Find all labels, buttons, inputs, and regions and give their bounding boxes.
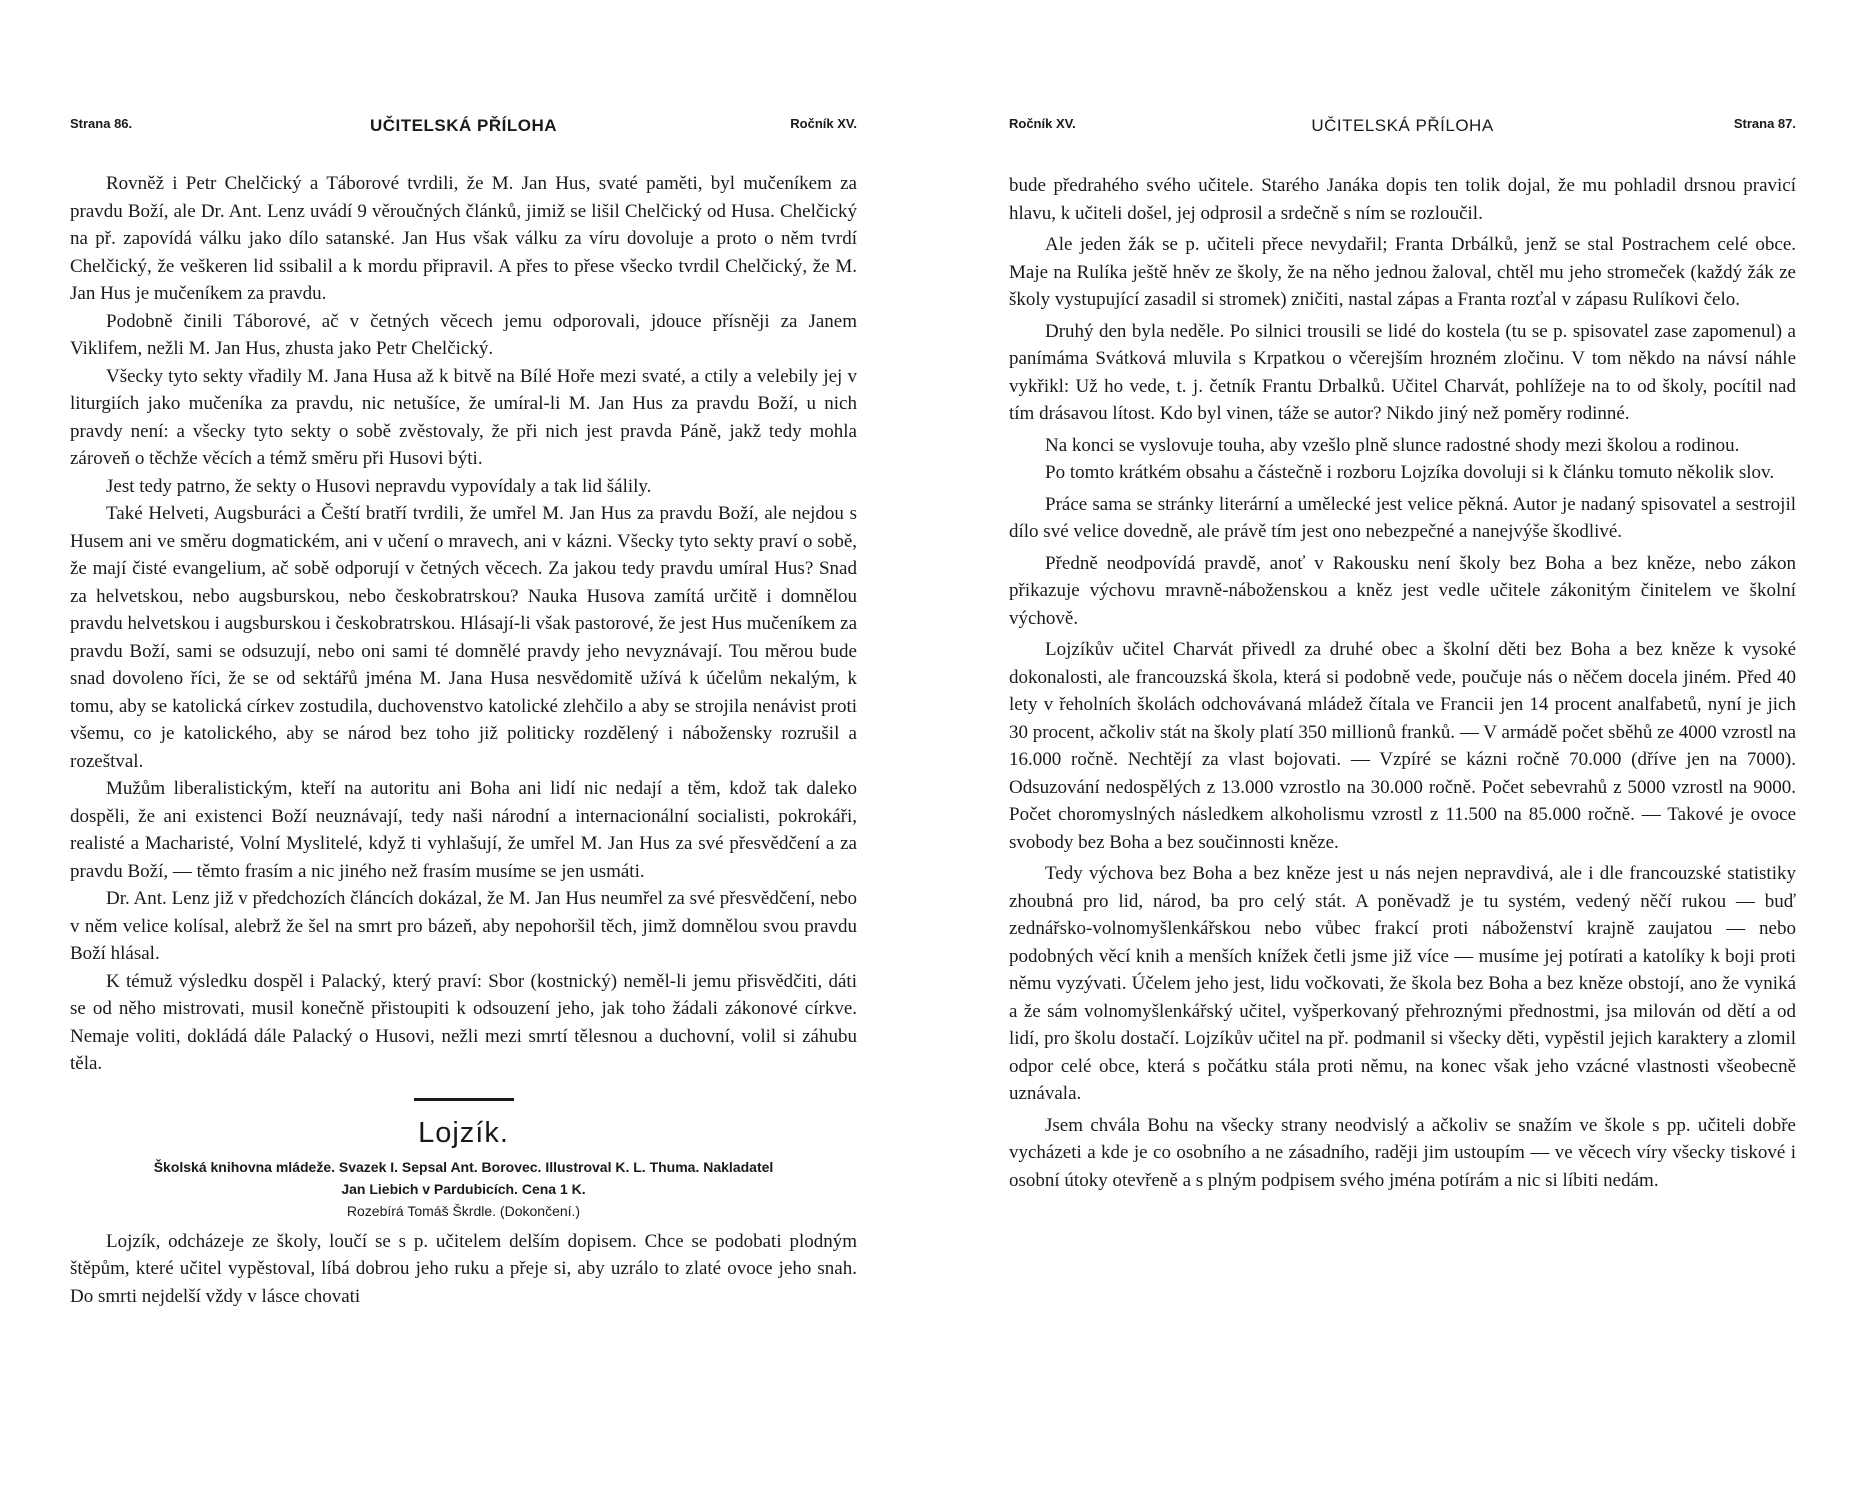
paragraph: Ale jeden žák se p. učiteli přece nevydařil; Franta Drbálků, jenž se stal Postrachem celé obce. Maje na Rulíka ještě hněv ze školy, že na něho jednou žaloval, chtěl mu jeho stromeček (každý žák ze školy vystupující zasadil si stromek) zničiti, nastal zápas a Franta rozťal v zápasu Rulíkovi čelo.	[1009, 234, 1796, 310]
volume-left: Ročník XV.	[790, 116, 857, 131]
paragraph: bude předrahého svého učitele. Starého Janáka dopis ten tolik dojal, že mu pohladil drsnou pravicí hlavu, k učiteli došel, jej odprosil a srdečně s ním se rozloučil.	[1009, 175, 1796, 224]
right-page-header	[1009, 116, 1796, 140]
article-bibliography	[70, 1156, 857, 1222]
right-page-body	[1009, 172, 1796, 1194]
paragraph: Práce sama se stránky literární a umělecké jest velice pěkná. Autor je nadaný spisovatel a sestrojil dílo své velice dovedně, ale právě tím jest ono nebezpečné a nanejvýše škodlivé.	[1009, 493, 1796, 542]
left-page	[70, 0, 857, 1500]
biblio-line: Rozebírá Tomáš Škrdle. (Dokončení.)	[346, 1202, 581, 1219]
right-page	[1009, 0, 1796, 1500]
left-page-header	[70, 116, 857, 140]
paragraph: Jsem chvála Bohu na všecky strany neodvislý a ačkoliv se snažím ve škole s pp. učiteli dobře vycházeti a kde je co osobního a ne zásadního, raději jim ustoupím — ve věcech víry všecky tiskové i osobní útoky otevřeně a s plným podpisem svého jména potírám a nic si líbiti nedám.	[1009, 1114, 1796, 1191]
running-title-right: UČITELSKÁ PŘÍLOHA	[1311, 116, 1494, 135]
paragraph: Rovněž i Petr Chelčický a Táborové tvrdili, že M. Jan Hus, svaté paměti, byl mučeníkem za pravdu Boží, ale Dr. Ant. Lenz uvádí 9 věroučných článků, jimiž se lišil Chelčický od Husa. Chelčický na př. zapovídá válku jako dílo satanské. Jan Hus však válku za víru dovoluje a proto o něm tvrdí Chelčický, že veškeren lid ssibalil a k mordu připravil. A přes to přese všecko tvrdil Chelčický, že M. Jan Hus je mučeníkem za pravdu.	[70, 173, 857, 304]
paragraph: Lojzík, odcházeje ze školy, loučí se s p. učitelem delším dopisem. Chce se podobati plodným štěpům, které učitel vypěstoval, líbá dobrou jeho ruku a přeje si, aby uzrálo to zlaté ovoce jeho snah. Do smrti nejdelší vždy v lásce chovati	[70, 1230, 857, 1307]
paragraph: Také Helveti, Augsburáci a Čeští bratří tvrdili, že umřel M. Jan Hus za pravdu Boží, ale nejdou s Husem ani ve směru dogmatickém, ani v učení o mravech, ani v kázni. Všecky tyto sekty praví o sobě, že mají čisté evangelium, ač sobě odporují v četných věcech. Za jakou tedy pravdu umíral Hus? Snad za helvetskou, nebo augsburskou, nebo českobratrskou? Nauka Husova zamítá určitě i domnělou pravdu helvetskou i augsburskou i českobratrskou. Hlásají-li však pastorové, že jest Hus mučeníkem za pravdu Boží, sami se odsuzují, nebo oni sami té domnělé pravdy jeho nevyznávají. Tou měrou bude snad dovoleno říci, že se od sektářů jména M. Jana Husa nesvědomitě užívá k účelům nekalým, k tomu, aby se katolická církev zostudila, duchovenstvo katolické zlehčilo a aby se strojila nenávist proti všemu, co je katolického, aby se národ bez toho již politicky rozdělený i nábožensky rozrušil a rozeštval.	[70, 503, 857, 772]
paragraph: Po tomto krátkém obsahu a částečně i rozboru Lojzíka dovoluji si k článku tomuto několik slov.	[1045, 462, 1775, 483]
page-number-right: Strana 87.	[1733, 116, 1796, 131]
paragraph: Mužům liberalistickým, kteří na autoritu ani Boha ani lidí nic nedají a těm, kdož tak daleko dospěli, že ani existenci Boží neuznávají, tedy naši národní a internacionální socialisti, pokrokáři, realisté a Macharisté, Volní Myslitelé, když ti vyhlašují, že umřel M. Jan Hus za své přesvědčení a za pravdu Boží, — těmto frasím a nic jiného než frasím musíme se jen usmáti.	[70, 778, 857, 882]
left-page-body	[70, 170, 857, 1310]
running-title-left: UČITELSKÁ PŘÍLOHA	[370, 116, 557, 135]
paragraph: Dr. Ant. Lenz již v předchozích článcích dokázal, že M. Jan Hus neumřel za své přesvědčení, nebo v něm velice kolísal, alebrž že šel na smrt pro bázeň, aby nepohoršil těch, jimž domnělou svou pravdu Boží hlásal.	[70, 888, 857, 964]
paragraph: Druhý den byla neděle. Po silnici trousili se lidé do kostela (tu se p. spisovatel zase zapomenul) a panímáma Svátková mluvila s Krpatkou o včerejším hrozném zločinu. V tom někdo na návsí náhle vykřikl: Už ho vede, t. j. četník Frantu Drbalků. Učitel Charvát, pohlížeje na to od školy, pocítil nad tím drásavou lítost. Kdo byl vinen, táže se autor? Nikdo jiný než poměry rodinné.	[1009, 320, 1796, 424]
section-divider	[414, 1098, 514, 1101]
paragraph: Podobně činili Táborové, ač v četných věcech jemu odporovali, jdouce přísněji za Janem Viklifem, nežli M. Jan Hus, zhusta jako Petr Chelčický.	[70, 310, 857, 359]
article-title: Lojzík.	[418, 1116, 509, 1149]
volume-right: Ročník XV.	[1009, 116, 1076, 131]
paragraph: Tedy výchova bez Boha a bez kněze jest u nás nejen nepravdivá, ale i dle francouzské statistiky zhoubná pro lid, národ, ba pro celý stát. A poněvadž je tu systém, vedený něčí rukou — buď zednářsko-volnomyšlenkářskou nebo vůbec frakcí proti náboženství krajně zaujatou — nebo podobných věcí knih a menších knížek četli jsme již více — musíme jej potírati a katolíky k boji proti němu vyzývati. Účelem jeho jest, lidu vočkovati, že škola bez Boha a bez kněze obstojí, ano že vyniká a že sám volnomyšlenkářský učitel, vyšperkovaný přehroznými přednostmi, jsa milován od dětí a od lidí, pro školu dostačí. Lojzíkův učitel na př. podmanil si všecky děti, vypěstil jejich karaktery a zlomil odpor celé obce, která s počátku stála proti němu, na konec však jeho vzácné vlastnosti všeobecně uznávala.	[1009, 863, 1796, 1104]
page-number-left: Strana 86.	[70, 116, 133, 131]
paragraph: Jest tedy patrno, že sekty o Husovi nepravdu vypovídaly a tak lid šálily.	[106, 475, 652, 497]
paragraph: K témuž výsledku dospěl i Palacký, který praví: Sbor (kostnický) neměl-li jemu přisvědčiti, dáti se od něho mistrovati, musil konečně přistoupiti k odsouzení jeho, jak toho žádali zákonové církve. Nemaje voliti, dokládá dále Palacký o Husovi, nežli mezi smrtí tělesnou a duchovní, volil si záhubu těla.	[70, 970, 857, 1074]
paragraph: Lojzíkův učitel Charvát přivedl za druhé obec a školní děti bez Boha a bez kněze k vysoké dokonalosti, ale francouzská škola, která si podobně vede, poučuje nás o něčem docela jiném. Před 40 lety v řeholních školách odchovávaná mládež čítala ve Francii jen 14 procent analfabetů, nyní je jich 30 procent, ačkoliv stát na školy platí 350 millionů franků. — V armádě počet sběhů ze 4000 vzrostl na 16.000 ročně. Nechtějí za vlast bojovati. — Vzpíré se kázni ročně 70.000 (dříve jen na 7000). Odsuzování nedospělých z 13.000 vzrostlo na 30.000 ročně. Počet sebevrahů z 5000 vzrostl na 9000. Počet choromyslných následkem alkoholismu vzrostl z 11.500 na 85.000 ročně. — Takové je ovoce svobody bez Boha a bez součinnosti kněze.	[1009, 639, 1796, 853]
biblio-line: Jan Liebich v Pardubicích. Cena 1 K.	[341, 1180, 586, 1197]
paragraph: Předně neodpovídá pravdě, anoť v Rakousku není školy bez Boha a bez kněze, nebo zákon přikazuje výchovu mravně-náboženskou a kněz jest vedle učitele zákonitým činitelem ve školní výchově.	[1009, 552, 1796, 629]
biblio-line: Školská knihovna mládeže. Svazek I. Sepsal Ant. Borovec. Illustroval K. L. Thuma. Nakladatel	[153, 1158, 774, 1175]
paragraph: Na konci se vyslovuje touha, aby vzešlo plně slunce radostné shody mezi školou a rodinou.	[1045, 434, 1740, 456]
paragraph: Všecky tyto sekty vřadily M. Jana Husa až k bitvě na Bílé Hoře mezi svaté, a ctily a velebily jej v liturgiích jako mučeníka za pravdu, nic netušíce, že umíral-li M. Jan Hus za pravdu Boží, u nich pravdy není: a všecky tyto sekty o sobě zvěstovaly, že při nich jest pravda Páně, jakž tedy mohla zároveň o těchže věcích a témž směru při Husovi býti.	[70, 365, 857, 469]
